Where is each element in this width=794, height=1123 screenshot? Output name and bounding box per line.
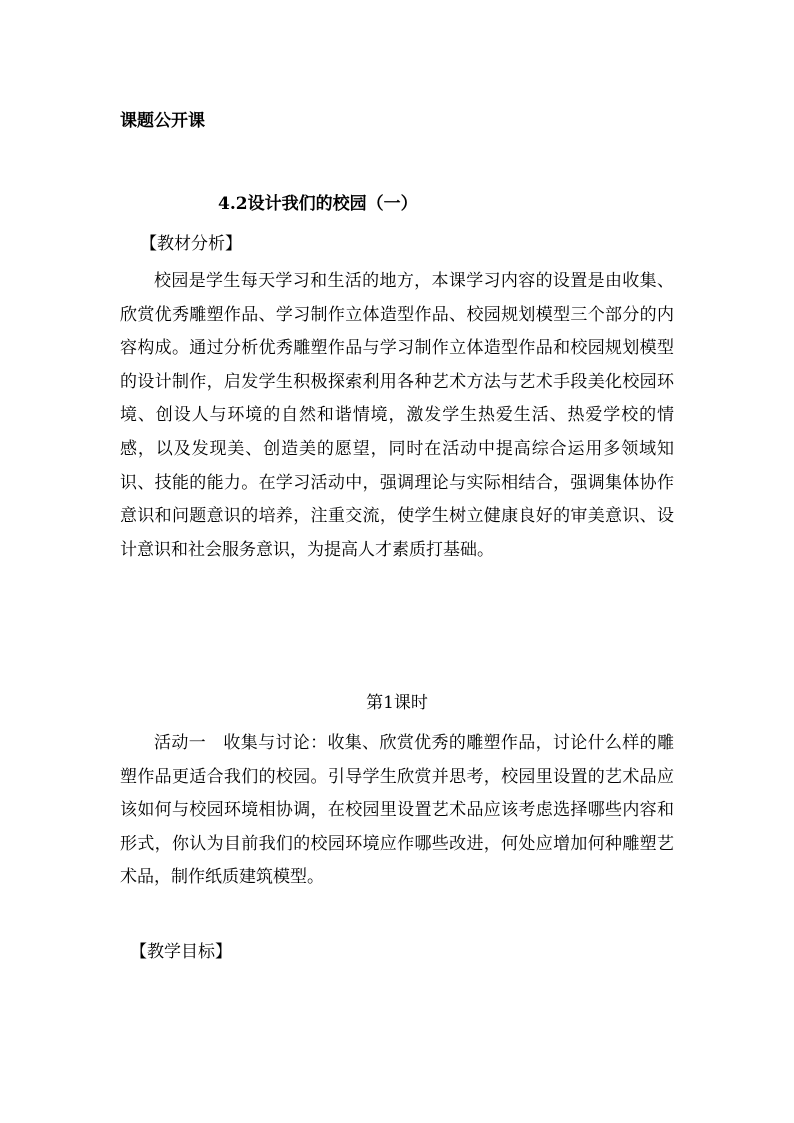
session-title: 第1课时 xyxy=(366,693,428,713)
activity-paragraph: 活动一 收集与讨论：收集、欣赏优秀的雕塑作品，讨论什么样的雕塑作品更适合我们的校园。引导学生欣赏并思考，校园里设置的艺术品应该如何与校园环境相协调，在校园里设置艺术品应该考虑选择哪些内容和形式，你认为目前我们的校园环境应作哪些改进，何处应增加何种雕塑艺术品，制作纸质建筑模型。 xyxy=(120,733,674,888)
section-heading-goals: 【教学目标】 xyxy=(130,942,232,962)
section-heading-analysis: 【教材分析】 xyxy=(140,234,242,254)
analysis-paragraph: 校园是学生每天学习和生活的地方，本课学习内容的设置是由收集、欣赏优秀雕塑作品、学习制作立体造型作品、校园规划模型三个部分的内容构成。通过分析优秀雕塑作品与学习制作立体造型作品和校园规划模型的设计制作，启发学生积极探索利用各种艺术方法与艺术手段美化校园环境、创设人与环境的自然和谐情境，激发学生热爱生活、热爱学校的情感，以及发现美、创造美的愿望，同时在活动中提高综合运用多领域知识、技能的能力。在学习活动中，强调理论与实际相结合，强调集体协作意识和问题意识的培养，注重交流，使学生树立健康良好的审美意识、设计意识和社会服务意识，为提高人才素质打基础。 xyxy=(120,271,674,560)
lesson-title: 4.2设计我们的校园（一） xyxy=(218,194,418,214)
course-title: 课题公开课 xyxy=(120,111,205,131)
